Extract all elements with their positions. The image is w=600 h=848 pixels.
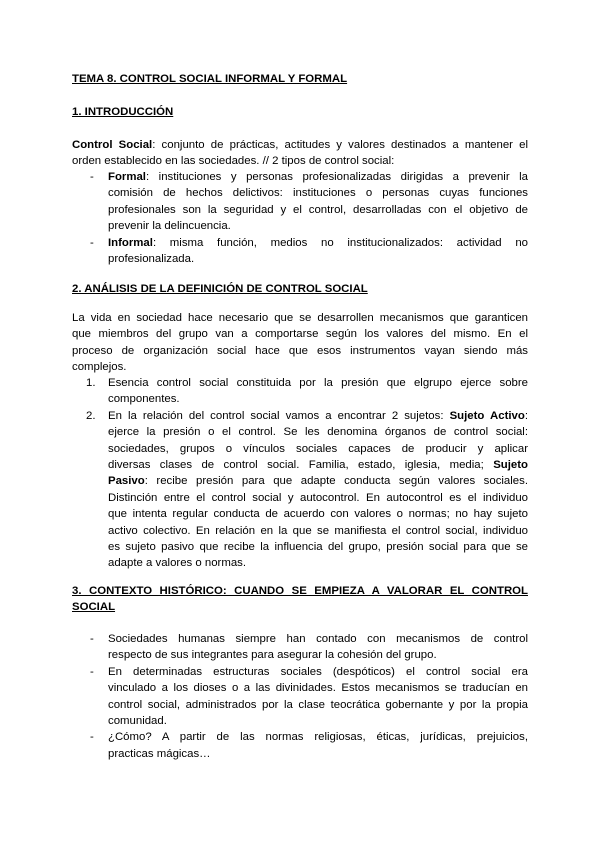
term-sujeto-activo: Sujeto Activo (449, 409, 525, 422)
list-item: 2. En la relación del control social vamos a encontrar 2 sujetos: Sujeto Activo: ejerce la presión o el control. Se les denomina órganos de control social: sociedades, grupos o vínculos sociales capaces de producir y aplicar diversas clases de control social. Familia, estado, iglesia, media; Sujeto Pasivo: recibe presión para que adapte conducta según valores sociales. Distinción entre el control social y autocontrol. En autocontrol es el individuo que intenta regular conducta de acuerdo con valores o normas; no hay sujeto activo colectivo. En relación en la que se manifiesta el control social, individuo es sujeto pasivo que recibe la influencia del grupo, presión social para que se adapte a valores o normas. (86, 409, 528, 570)
intro-term: Control Social (72, 139, 153, 151)
section-2-paragraph: La vida en sociedad hace necesario que se desarrollen mecanismos que garanticen que miembros del grupo van a comportarse según los valores del mismo. En el proceso de organización social hace que esos instrumentos vayan siendo más complejos. (72, 312, 528, 374)
intro-line-1: Control Social: conjunto de prácticas, actitudes y valores destinados a mantener el (72, 139, 528, 151)
bullet-term-formal: Formal (108, 171, 146, 183)
term-pasivo: Pasivo (108, 475, 145, 488)
section-3-bullets (72, 631, 528, 762)
section-1-heading: 1. INTRODUCCIÓN (72, 106, 174, 118)
list-item: 1. Esencia control social constituida por la presión que elgrupo ejerce sobre componentes. (86, 377, 528, 406)
bullet-dash: - (90, 731, 94, 744)
bullet-dash: - (90, 665, 94, 678)
item-number: 2. (86, 409, 96, 422)
bullet-dash: - (90, 171, 94, 183)
bullet-dash: - (90, 236, 94, 249)
bullet-term-informal: Informal (108, 236, 153, 249)
section-2-numbered-list (72, 375, 528, 572)
bullet-dash: - (90, 633, 94, 645)
document-title: TEMA 8. CONTROL SOCIAL INFORMAL Y FORMAL (72, 73, 348, 85)
section-2-heading: 2. ANÁLISIS DE LA DEFINICIÓN DE CONTROL SOCIAL (72, 283, 368, 295)
section-3-heading: 3. CONTEXTO HISTÓRICO: CUANDO SE EMPIEZA A VALORAR EL CONTROL SOCIAL (72, 585, 528, 613)
intro-line-2: orden establecido en las sociedades. // 2 tipos de control social: (72, 155, 395, 168)
term-sujeto: Sujeto (493, 459, 528, 472)
list-item: - Informal: misma función, medios no institucionalizados: actividad no profesionalizada. (90, 236, 528, 266)
section-1-bullets (72, 169, 528, 267)
list-item: - ¿Cómo? A partir de las normas religiosas, éticas, jurídicas, prejuicios, practicas mágicas… (90, 731, 528, 760)
section-1-intro (72, 137, 528, 170)
list-item: - Sociedades humanas siempre han contado con mecanismos de control respecto de sus integrantes para asegurar la cohesión del grupo. (90, 633, 528, 662)
item-number: 1. (86, 377, 96, 389)
list-item: - En determinadas estructuras sociales (despóticos) el control social era vinculado a los dioses o a las divinidades. Estos mecanismos se traducían en control social, administrados por la clase teocrática gobernante y por la propia comunidad. (90, 665, 528, 728)
list-item: - Formal: instituciones y personas profesionalizadas dirigidas a prevenir la comisión de hechos delictivos: instituciones o personas cuyas funciones profesionales son la seguridad y el control, desarrolladas con el objetivo de prevenir la delincuencia. (90, 171, 528, 233)
